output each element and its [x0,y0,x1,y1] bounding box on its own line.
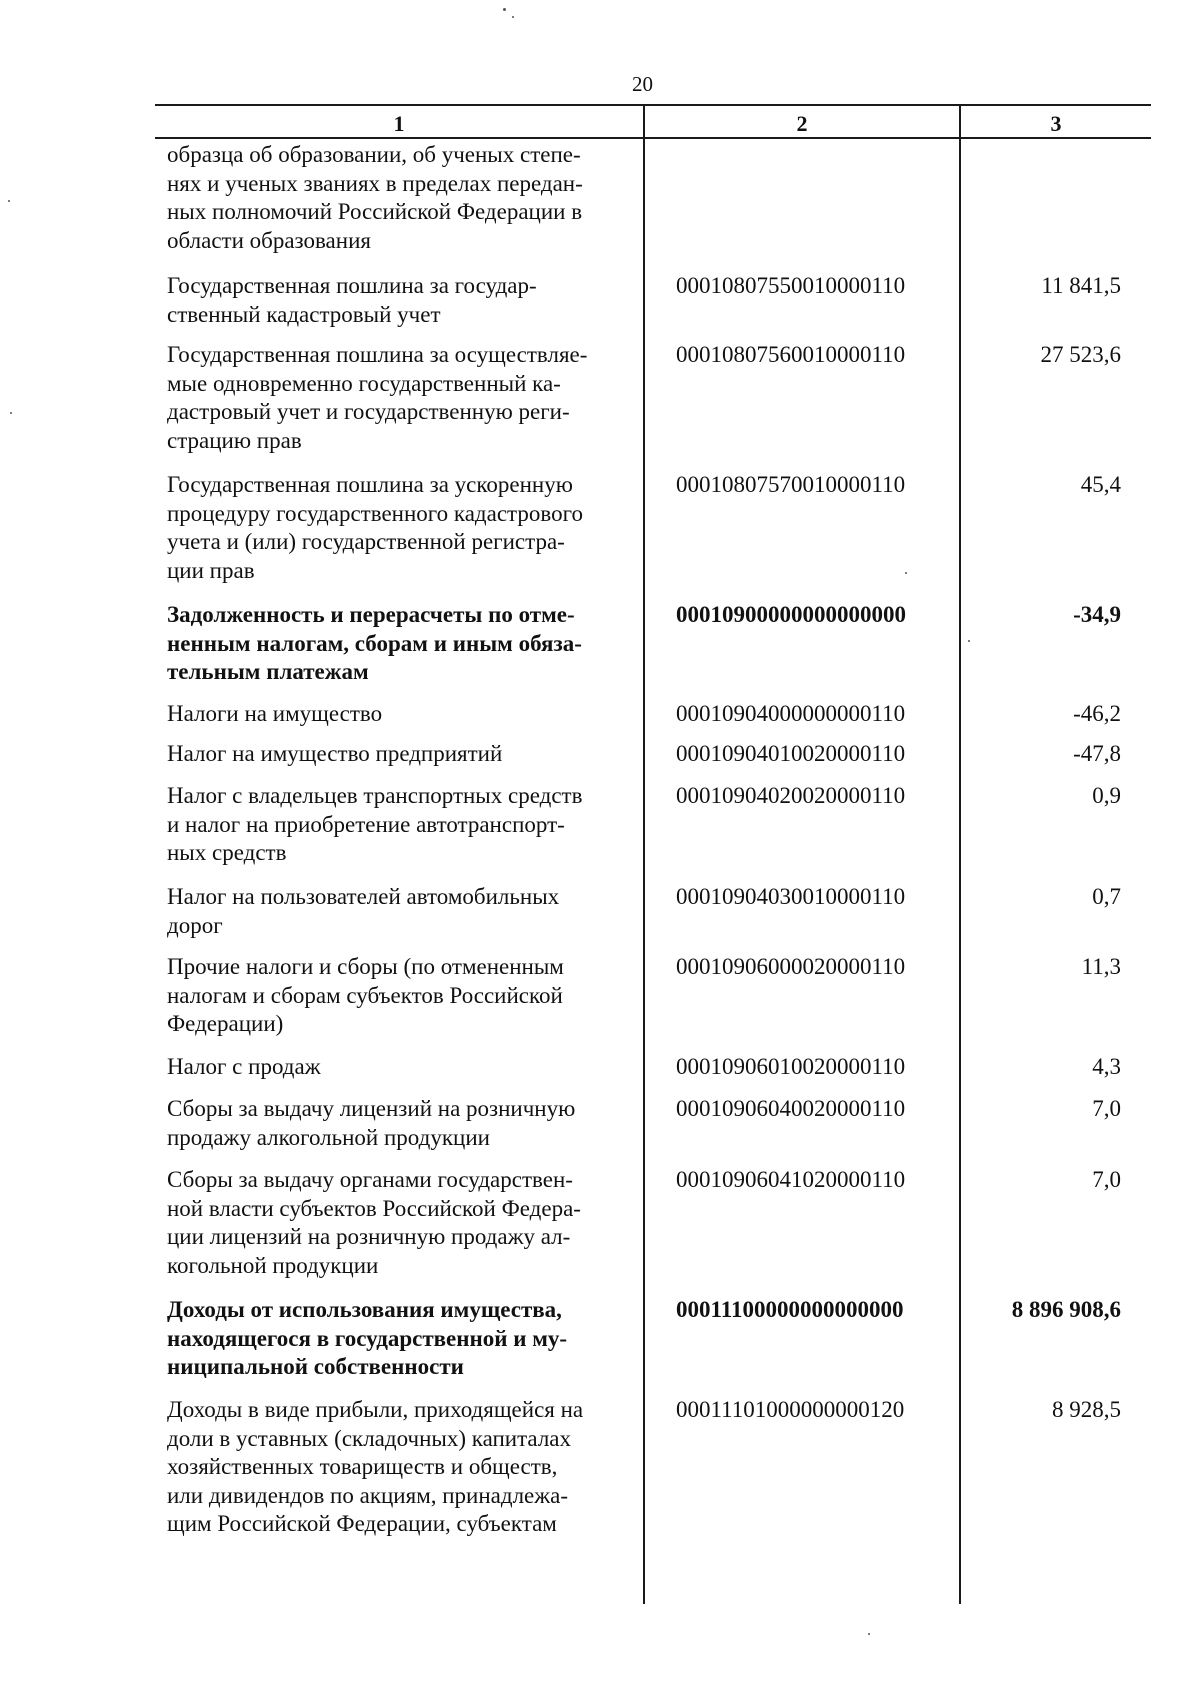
row-description: Налог на пользователей автомобильных дорог [167,884,560,938]
row-description: Сборы за выдачу органами государствен- ной власти субъектов Российской Федера- ции лицензий на розничную продажу ал- когольной продукции [167,1167,581,1278]
row-value: -34,9 [1073,602,1121,627]
row-description: Задолженность и перерасчеты по отме- ненным налогам, сборам и иным обяза- тельным платежам [167,602,582,684]
row-code: 00010906010020000110 [676,1054,906,1079]
scan-speck [905,572,907,574]
row-description: Доходы в виде прибыли, приходящейся на доли в уставных (складочных) капиталах хозяйственных товариществ и обществ, или дивидендов по акциям, принадлежа- щим Российской Федерации, субъектам [167,1397,584,1536]
column-divider-2 [959,104,961,1604]
scan-speck [8,200,10,202]
row-value: 11 841,5 [1041,273,1121,298]
row-description: Доходы от использования имущества, находящегося в государственной и му- ниципальной собственности [167,1297,568,1379]
row-value: 27 523,6 [1040,342,1121,367]
row-description: Сборы за выдачу лицензий на розничную продажу алкогольной продукции [167,1096,576,1150]
row-description: Государственная пошлина за ускоренную процедуру государственного кадастрового учета и (или) государственной регистра- ции прав [167,472,583,583]
row-value: 7,0 [1092,1167,1121,1192]
table-header-rule [155,137,1151,139]
row-value: -46,2 [1073,701,1121,726]
row-code: 00010904020020000110 [676,783,906,808]
row-code: 00010807570010000110 [676,472,906,497]
scan-speck [968,640,970,642]
row-code: 00010906040020000110 [676,1096,906,1121]
row-value: 0,7 [1092,884,1121,909]
header-col-2: 2 [796,111,808,136]
row-code: 00011100000000000000 [676,1297,904,1322]
page-number: 20 [632,72,653,96]
row-code: 00010900000000000000 [676,602,906,627]
row-code: 00011101000000000120 [676,1397,905,1422]
row-description: Государственная пошлина за осуществляе- мые одновременно государственный ка- дастровый учет и государственную реги- страцию прав [167,342,588,453]
row-value: -47,8 [1073,741,1121,766]
row-description: Налоги на имущество [167,701,383,726]
row-description: Прочие налоги и сборы (по отмененным налогам и сборам субъектов Российской Федерации) [167,954,564,1036]
scan-speck [868,1633,870,1635]
table-top-rule [155,104,1151,106]
row-code: 00010906000020000110 [676,954,906,979]
header-col-1: 1 [393,111,405,136]
row-value: 4,3 [1092,1054,1121,1079]
row-value: 45,4 [1080,472,1121,497]
row-description: Налог на имущество предприятий [167,741,503,766]
scan-speck [503,8,506,11]
scan-speck [10,412,12,414]
row-value: 0,9 [1092,783,1121,808]
row-description: образца об образовании, об ученых степе- нях и ученых званиях в пределах передан- ных полномочий Российской Федерации в области образования [167,142,583,253]
row-value: 8 896 908,6 [1011,1297,1121,1322]
row-code: 00010904030010000110 [676,884,906,909]
row-code: 00010906041020000110 [676,1167,906,1192]
row-value: 8 928,5 [1052,1397,1121,1422]
row-value: 7,0 [1092,1096,1121,1121]
row-code: 00010807560010000110 [676,342,906,367]
row-value: 11,3 [1081,954,1121,979]
row-description: Налог с владельцев транспортных средств и налог на приобретение автотранспорт- ных средств [167,783,583,865]
column-divider-1 [643,104,645,1604]
row-code: 00010904010020000110 [676,741,906,766]
scan-speck [512,16,514,18]
row-description: Налог с продаж [167,1054,321,1079]
row-code: 00010904000000000110 [676,701,906,726]
row-description: Государственная пошлина за государ- ственный кадастровый учет [167,273,537,327]
header-col-3: 3 [1050,111,1062,136]
row-code: 00010807550010000110 [676,273,906,298]
